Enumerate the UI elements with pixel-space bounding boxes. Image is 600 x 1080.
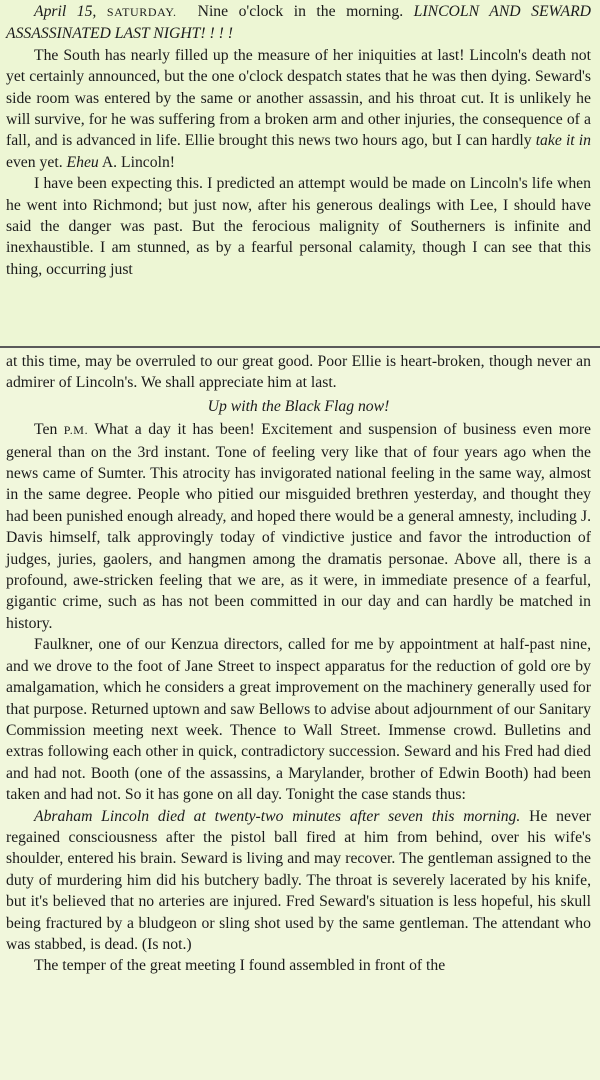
entry-date: April 15,: [34, 3, 97, 20]
para1-italic-a: take it in: [535, 132, 591, 150]
entry-weekday: SATURDAY.: [106, 5, 177, 19]
paragraph-temper: [6, 955, 591, 976]
para5-text: He never regained consciousness after the pistol ball fired at him from behind, over his wife's shoulder, entered his brain. Seward is living and may recover. The gentleman assigned to the duty of murdering him did his butchery badly. The throat is severely lacerated by his knife, but it's believed that no arteries are injured. Fred Seward's situation is less hopeful, his skull being fractured by a bludgeon or sling shot used by the same gentleman. The attendant who was stabbed, is dead. (Is not.): [6, 807, 592, 953]
entry-time: Nine o'clock in the morning.: [197, 3, 404, 20]
paragraph-faulkner: [6, 634, 591, 805]
paragraph-south-iniquities: [6, 45, 591, 173]
paragraph-expecting-top: [6, 173, 591, 280]
para5-italic: Abraham Lincoln died at twenty-two minutes after seven this morning.: [34, 807, 521, 825]
clipping-bottom: [0, 348, 600, 1080]
para2-text-top: I have been expecting this. I predicted an attempt would be made on Lincoln's life when he went into Richmond; but just now, after his generous dealings with Lee, I should have said the danger was past. But the ferocious malignity of Southerners is infinite and inexhaustible. I am stunned, as by a fearful personal calamity, though I can see that this thing, occurring just: [6, 175, 591, 278]
paragraph-ten-pm: [6, 419, 591, 634]
para1-text-b: even yet.: [6, 153, 63, 171]
para6-text: The temper of the great meeting I found assembled in front of the: [34, 957, 446, 975]
paragraph-lincoln-died: [6, 806, 591, 956]
paragraph-expecting-bottom: [6, 351, 591, 394]
para1-text-a: The South has nearly filled up the measure of her iniquities at last! Lincoln's death not yet certainly announced, but the one o'clock despatch states that he was then dying. Seward's side room was entered by the same or another assassin, and his throat cut. It is unlikely he will survive, for he was suffering from a broken arm and other injuries, the consequence of a fall, and is advanced in life. Ellie brought this news two hours ago, but I can hardly: [6, 46, 591, 150]
para1-italic-b: Eheu: [66, 153, 99, 171]
subheading-black-flag: Up with the Black Flag now!: [207, 397, 390, 415]
para2-text-bottom: at this time, may be overruled to our great good. Poor Ellie is heart-broken, though never an admirer of Lincoln's. We shall appreciate him at last.: [6, 353, 591, 392]
clipping-top: [0, 0, 600, 348]
para3-time-label: Ten: [34, 421, 58, 439]
para3-text: What a day it has been! Excitement and suspension of business even more general than on the 3rd instant. Tone of feeling very like that of four years ago when the news came of Sumter. This atrocity has invigorated national feeling in the same way, almost in the same degree. People who pitied our misguided brethren yesterday, and thought they had been punished enough already, and hoped there would be a general amnesty, including J. Davis himself, talk approvingly today of vindictive justice and favor the introduction of judges, juries, gaolers, and hangmen among the dramatis personae. Above all, there is a profound, awe-stricken feeling that we are, as it were, in immediate presence of a fearful, gigantic crime, such as has not been committed in our day and can hardly be matched in history.: [6, 421, 592, 632]
para1-text-c: A. Lincoln!: [101, 153, 176, 171]
para3-time-unit: P.M.: [63, 423, 89, 438]
entry-headline: LINCOLN AND SEWARD ASSASSINATED LAST NIGHT! ! ! !: [6, 3, 592, 43]
para4-text: Faulkner, one of our Kenzua directors, called for me by appointment at half-past nine, and we drove to the foot of Jane Street to inspect apparatus for the reduction of gold ore by amalgamation, which he considers a great improvement on the machinery generally used for that purpose. Returned uptown and saw Bellows to advise about adjournment of our Sanitary Commission meeting next week. Thence to Wall Street. Immense crowd. Bulletins and extras following each other in quick, contradictory succession. Seward and his Fred had died and had not. Booth (one of the assassins, a Marylander, brother of Edwin Booth) had been taken and had not. So it has gone on all day. Tonight the case stands thus:: [6, 636, 591, 804]
entry-header: [6, 1, 591, 45]
